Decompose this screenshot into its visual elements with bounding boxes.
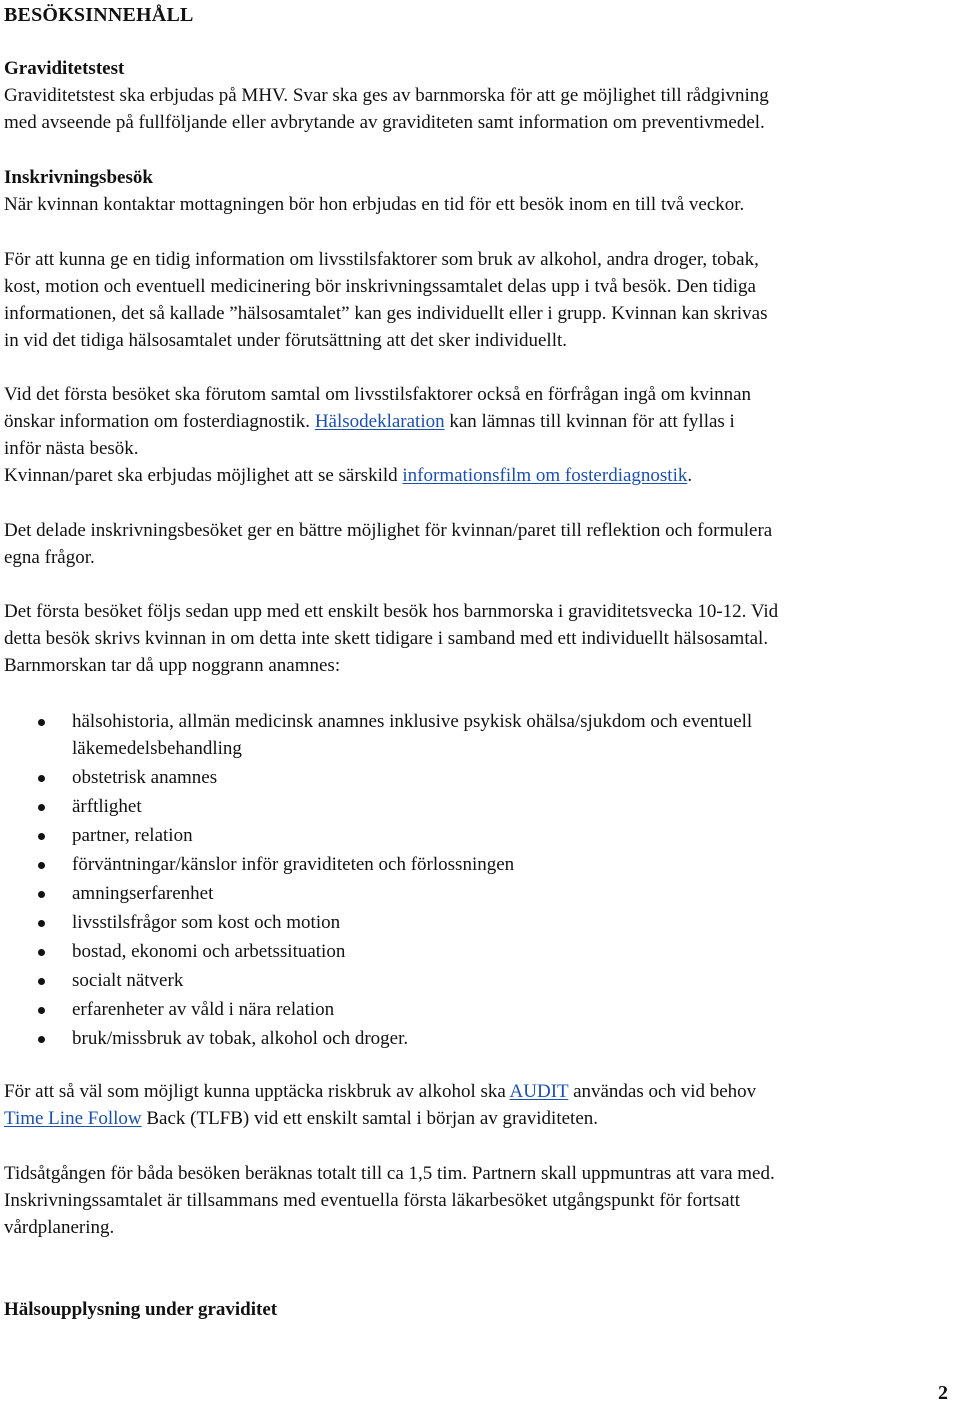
text-span: kan lämnas till kvinnan för att fyllas i (444, 411, 735, 432)
text-span: användas och vid behov (568, 1081, 757, 1102)
list-item-text: erfarenheter av våld i nära relation (72, 999, 335, 1020)
bullet-icon (38, 1007, 45, 1014)
bullet-icon (38, 978, 45, 985)
document-title: BESÖKSINNEHÅLL (4, 4, 194, 26)
list-item-text: bostad, ekonomi och arbetssituation (72, 941, 346, 962)
paragraph-tidsatgang (4, 1160, 954, 1241)
bullet-icon (38, 804, 45, 811)
paragraph-line: inför nästa besök. (4, 438, 139, 459)
text-span: Kvinnan/paret ska erbjudas möjlighet att se särskild (4, 465, 403, 486)
paragraph-line: Det delade inskrivningsbesöket ger en bättre möjlighet för kvinnan/paret till reflektion och formulera (4, 520, 773, 541)
text-span: Back (TLFB) vid ett enskilt samtal i början av graviditeten. (141, 1108, 599, 1129)
list-item (2, 793, 952, 820)
paragraph-forsta-besoket (4, 381, 954, 489)
text-span: önskar information om fosterdiagnostik. (4, 411, 315, 432)
section-heading-graviditetstest: Graviditetstest (4, 58, 125, 79)
section-heading-inskrivningsbesok: Inskrivningsbesök (4, 167, 153, 188)
bullet-icon (38, 1036, 45, 1043)
informationsfilm-link[interactable]: informationsfilm om fosterdiagnostik (402, 465, 688, 486)
paragraph-audit (4, 1078, 954, 1132)
bullet-icon (38, 862, 45, 869)
list-item (2, 938, 952, 965)
paragraph-line: Det första besöket följs sedan upp med ett enskilt besök hos barnmorska i graviditetsvecka 10-12. Vid (4, 601, 779, 622)
list-item-text: amningserfarenhet (72, 883, 214, 904)
section-heading-halsoupplysning: Hälsoupplysning under graviditet (4, 1299, 278, 1320)
paragraph-line (4, 1078, 954, 1105)
list-item-text: hälsohistoria, allmän medicinsk anamnes inklusive psykisk ohälsa/sjukdom och eventuell läkemedelsbehandling (72, 711, 753, 759)
list-item (2, 996, 952, 1023)
list-item (2, 708, 902, 762)
paragraph-livsstilsinformation (4, 246, 954, 354)
paragraph-line: med avseende på fullföljande eller avbrytande av graviditeten samt information om preventivmedel. (4, 112, 765, 133)
paragraph-line: detta besök skrivs kvinnan in om detta inte skett tidigare i samband med ett individuellt hälsosamtal. (4, 628, 769, 649)
page-number: 2 (938, 1382, 948, 1404)
paragraph-line: egna frågor. (4, 547, 95, 568)
paragraph-line: När kvinnan kontaktar mottagningen bör hon erbjudas en tid för ett besök inom en till två veckor. (4, 194, 745, 215)
paragraph-line: För att kunna ge en tidig information om livsstilsfaktorer som bruk av alkohol, andra droger, tobak, (4, 249, 759, 270)
list-item (2, 880, 952, 907)
bullet-icon (38, 949, 45, 956)
text-span: . (687, 465, 693, 486)
paragraph-delade-besoket (4, 517, 954, 571)
paragraph-line: kost, motion och eventuell medicinering bör inskrivningssamtalet delas upp i två besök. Den tidiga (4, 276, 756, 297)
bullet-icon (38, 775, 45, 782)
paragraph-line (4, 408, 954, 435)
list-item-text: livsstilsfrågor som kost och motion (72, 912, 341, 933)
paragraph-line: vårdplanering. (4, 1217, 115, 1238)
list-item-text: partner, relation (72, 825, 193, 846)
list-item-text: socialt nätverk (72, 970, 184, 991)
list-item-text: ärftlighet (72, 796, 142, 817)
halsodeklaration-link[interactable]: Hälsodeklaration (314, 411, 445, 432)
section-graviditetstest (4, 55, 954, 136)
bullet-icon (38, 920, 45, 927)
paragraph-line: Vid det första besöket ska förutom samtal om livsstilsfaktorer också en förfrågan ingå om kvinnan (4, 384, 752, 405)
paragraph-line (4, 462, 954, 489)
list-item (2, 851, 952, 878)
paragraph-line: Tidsåtgången för båda besöken beräknas totalt till ca 1,5 tim. Partnern skall uppmuntras att vara med. (4, 1163, 775, 1184)
list-item-text: bruk/missbruk av tobak, alkohol och droger. (72, 1028, 409, 1049)
paragraph-line: Inskrivningssamtalet är tillsammans med eventuella första läkarbesöket utgångspunkt för fortsatt (4, 1190, 741, 1211)
paragraph-line (4, 1105, 954, 1132)
anamnes-list (2, 708, 952, 1054)
list-item (2, 1025, 952, 1052)
paragraph-uppfoljning (4, 598, 954, 679)
paragraph-line: in vid det tidiga hälsosamtalet under förutsättning att det sker individuellt. (4, 330, 568, 351)
bullet-icon (38, 719, 45, 726)
list-item (2, 909, 952, 936)
section-inskrivningsbesok (4, 164, 954, 218)
audit-link[interactable]: AUDIT (509, 1081, 569, 1102)
list-item-text: obstetrisk anamnes (72, 767, 218, 788)
paragraph-line: Barnmorskan tar då upp noggrann anamnes: (4, 655, 341, 676)
time-line-follow-link[interactable]: Time Line Follow (4, 1108, 142, 1129)
list-item-text: förväntningar/känslor inför graviditeten och förlossningen (72, 854, 515, 875)
list-item (2, 822, 952, 849)
paragraph-line: informationen, det så kallade ”hälsosamtalet” kan ges individuellt eller i grupp. Kvinnan kan skrivas (4, 303, 768, 324)
bullet-icon (38, 833, 45, 840)
bullet-icon (38, 891, 45, 898)
text-span: För att så väl som möjligt kunna upptäcka riskbruk av alkohol ska (4, 1081, 510, 1102)
list-item (2, 967, 952, 994)
list-item (2, 764, 952, 791)
paragraph-line: Graviditetstest ska erbjudas på MHV. Svar ska ges av barnmorska för att ge möjlighet till rådgivning (4, 85, 769, 106)
